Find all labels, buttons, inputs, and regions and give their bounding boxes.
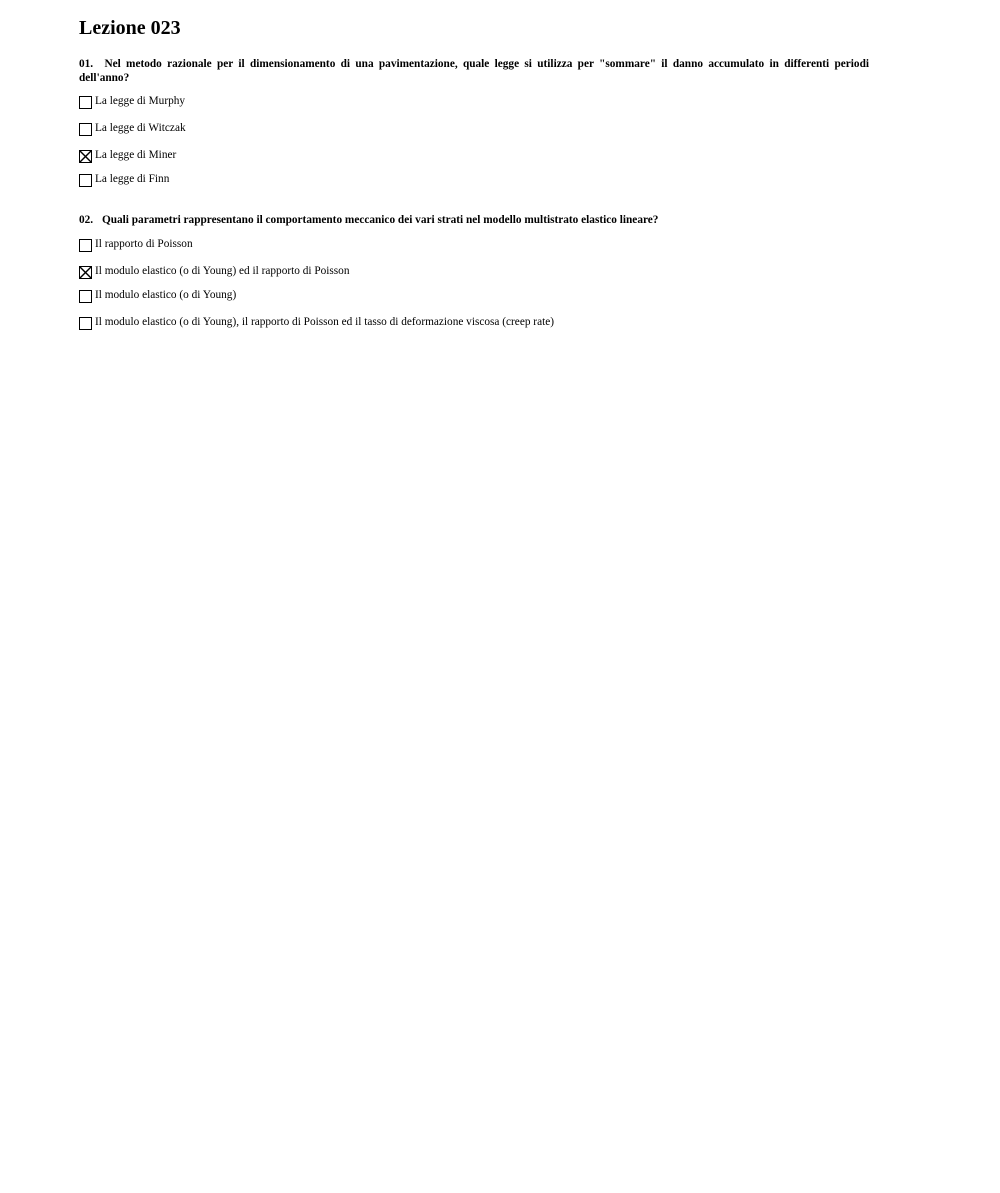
question-2 xyxy=(79,214,869,228)
answer-label: La legge di Witczak xyxy=(95,122,186,134)
answer-option[interactable] xyxy=(79,316,554,330)
answer-label: Il rapporto di Poisson xyxy=(95,238,193,250)
question-text: Quali parametri rappresentano il comportamento meccanico dei vari strati nel modello multistrato elastico lineare? xyxy=(101,214,659,226)
answer-option[interactable] xyxy=(79,238,193,252)
answer-label: La legge di Miner xyxy=(95,149,177,161)
answer-option[interactable] xyxy=(79,173,169,187)
answer-option[interactable] xyxy=(79,289,236,303)
question-1 xyxy=(79,58,869,85)
answer-label: Il modulo elastico (o di Young), il rapporto di Poisson ed il tasso di deformazione viscosa (creep rate) xyxy=(95,316,554,328)
answer-option[interactable] xyxy=(79,149,176,163)
checkbox[interactable] xyxy=(79,150,92,163)
checkbox[interactable] xyxy=(79,317,92,330)
answer-label: La legge di Finn xyxy=(95,173,170,185)
answer-label: Il modulo elastico (o di Young) ed il rapporto di Poisson xyxy=(95,265,350,277)
answer-label: La legge di Murphy xyxy=(95,95,186,107)
checkbox[interactable] xyxy=(79,239,92,252)
answer-option[interactable] xyxy=(79,122,186,136)
checkbox[interactable] xyxy=(79,123,92,136)
checkbox[interactable] xyxy=(79,266,92,279)
checkbox[interactable] xyxy=(79,174,92,187)
question-number: 02. xyxy=(79,214,94,226)
question-number: 01. xyxy=(79,58,94,70)
answer-label: Il modulo elastico (o di Young) xyxy=(95,289,237,301)
checkbox[interactable] xyxy=(79,96,92,109)
checkbox[interactable] xyxy=(79,290,92,303)
question-text: Nel metodo razionale per il dimensionamento di una pavimentazione, quale legge si utilizza per "sommare" il danno accumulato in differenti periodi dell'anno? xyxy=(79,58,869,84)
answer-option[interactable] xyxy=(79,265,349,279)
lesson-title: Lezione 023 xyxy=(79,17,181,39)
answer-option[interactable] xyxy=(79,95,185,109)
